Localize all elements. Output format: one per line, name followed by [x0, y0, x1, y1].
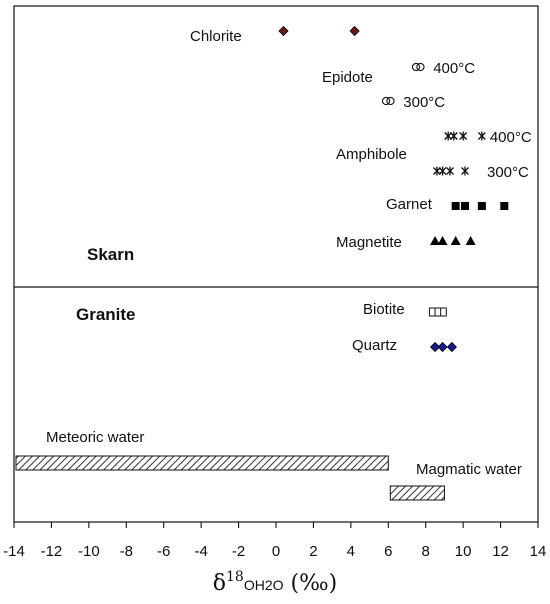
data-point	[450, 132, 457, 141]
x-tick-label: -12	[40, 543, 63, 560]
x-tick-label: 14	[529, 543, 547, 560]
temp-label-amphibole-400: 400°C	[489, 129, 532, 146]
data-point	[500, 202, 508, 210]
data-range-biotite	[429, 308, 446, 316]
x-axis	[3, 522, 546, 560]
x-tick-label: -2	[231, 543, 246, 560]
temp-label-amphibole-300: 300°C	[487, 164, 529, 181]
data-point	[412, 63, 424, 70]
range-meteoric-water	[16, 456, 388, 470]
x-tick-label: 6	[384, 543, 393, 560]
data-point	[382, 97, 394, 104]
label-garnet: Garnet	[386, 196, 432, 213]
x-tick-label: 0	[271, 543, 281, 560]
x-tick-label: -6	[157, 543, 171, 560]
x-tick-label: -4	[194, 543, 208, 560]
x-tick-label: 8	[421, 543, 430, 560]
range-magmatic-water	[390, 486, 444, 500]
x-axis-title-suffix: (‰)	[283, 571, 338, 596]
x-axis-title-sub: OH2O	[243, 577, 284, 593]
panel-title-granite: Granite	[76, 305, 136, 324]
x-tick-label: -10	[78, 543, 100, 560]
data-point	[438, 236, 448, 245]
data-point	[439, 167, 446, 176]
annotations	[46, 28, 532, 478]
data-point	[461, 202, 469, 210]
data-point	[466, 236, 476, 245]
data-point	[447, 343, 456, 352]
data-point	[447, 167, 454, 176]
x-axis-title	[213, 569, 337, 596]
label-magnetite: Magnetite	[336, 234, 402, 251]
data-point	[279, 27, 288, 36]
data-point	[478, 202, 486, 210]
temp-label-epidote-400: 400°C	[433, 60, 476, 77]
data-point	[451, 236, 461, 245]
x-tick-label: 10	[454, 543, 472, 560]
label-quartz: Quartz	[352, 337, 398, 354]
x-tick-label: -14	[3, 543, 25, 560]
marker-ring	[387, 97, 394, 104]
data-point	[438, 343, 447, 352]
temp-label-epidote-300: 300°C	[403, 94, 446, 111]
data-point	[462, 167, 469, 176]
data-point	[478, 132, 485, 141]
data-point	[350, 27, 359, 36]
x-tick-label: 4	[346, 543, 356, 560]
x-axis-title-sup: 18	[226, 569, 244, 585]
x-tick-label: -8	[119, 543, 133, 560]
label-meteoric-water: Meteoric water	[46, 429, 145, 446]
x-tick-label: 12	[492, 543, 509, 560]
data-point	[452, 202, 460, 210]
label-epidote: Epidote	[322, 69, 373, 86]
label-chlorite: Chlorite	[190, 28, 242, 45]
label-biotite: Biotite	[363, 301, 405, 318]
panel-title-skarn: Skarn	[87, 245, 135, 264]
x-axis-title-prefix: δ	[212, 571, 227, 596]
x-tick-label: 2	[309, 543, 318, 560]
marker-ring	[417, 63, 424, 70]
label-magmatic-water: Magmatic water	[416, 461, 522, 478]
label-amphibole: Amphibole	[336, 146, 407, 163]
data-point	[460, 132, 467, 141]
